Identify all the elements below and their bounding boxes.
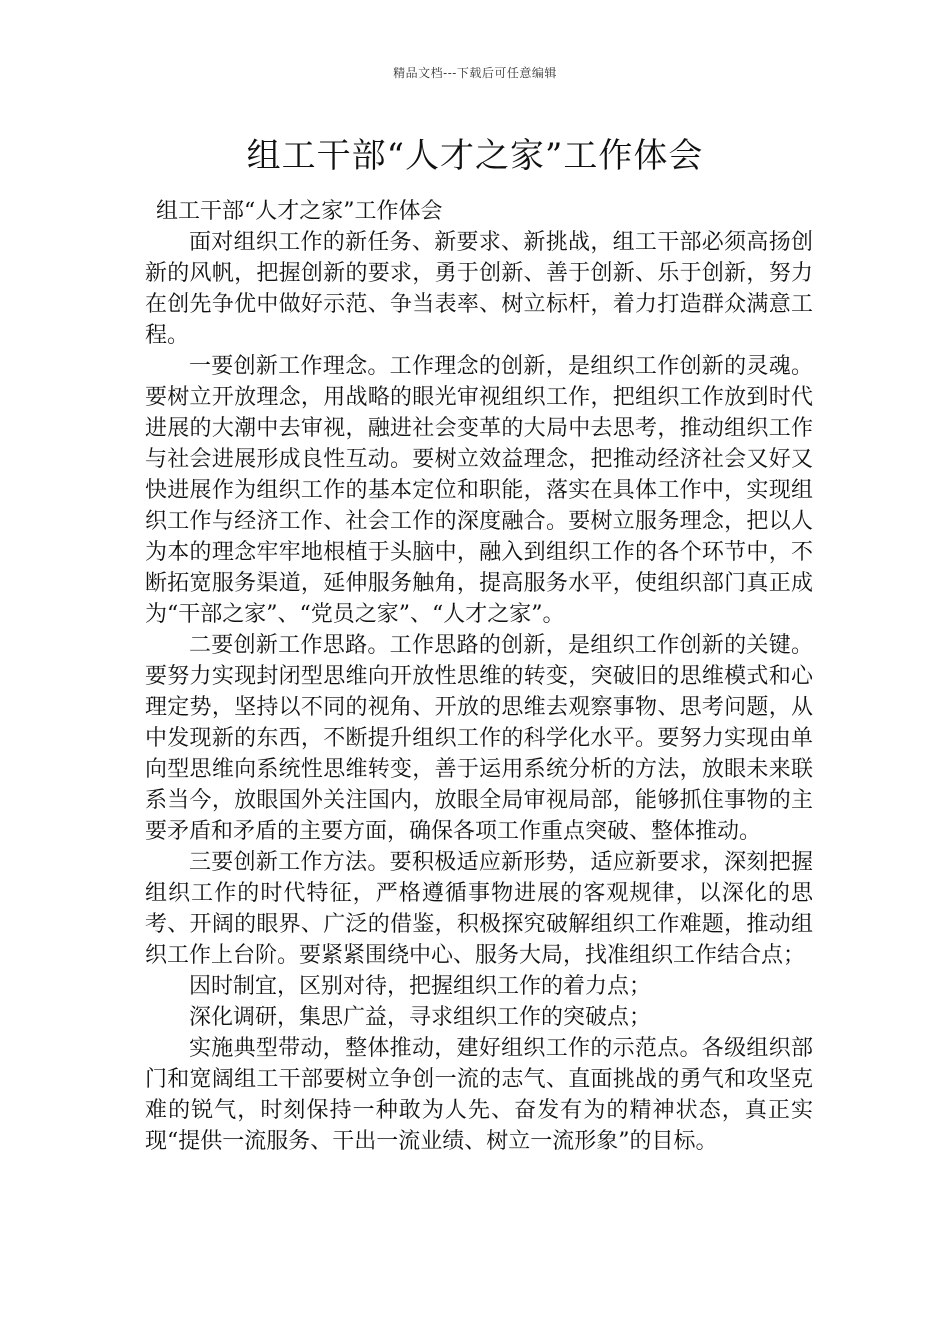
paragraph-demonstration-point: 实施典型带动，整体推动，建好组织工作的示范点。各级组织部门和宽阔组工干部要树立争创一流的志气、直面挑战的勇气和攻坚克难的锐气，时刻保持一种敢为人先、奋发有为的精神状态，真正实现“提供一流服务、干出一流业绩、树立一流形象”的目标。 <box>145 1036 813 1154</box>
document-subtitle: 组工干部“人才之家”工作体会 <box>156 199 443 224</box>
paragraph-work-approach: 二要创新工作思路。工作思路的创新，是组织工作创新的关键。要努力实现封闭型思维向开放性思维的转变，突破旧的思维模式和心理定势，坚持以不同的视角、开放的思维去观察事物、思考问题，从中发现新的东西，不断提升组织工作的科学化水平。要努力实现由单向型思维向系统性思维转变，善于运用系统分析的方法，放眼未来联系当今，放眼国外关注国内，放眼全局审视局部，能够抓住事物的主要矛盾和矛盾的主要方面，确保各项工作重点突破、整体推动。 <box>145 633 813 844</box>
document-title: 组工干部“人才之家”工作体会 <box>246 136 704 176</box>
page-header-note: 精品文档---下载后可任意编辑 <box>393 66 557 80</box>
paragraph-work-method: 三要创新工作方法。要积极适应新形势，适应新要求，深刻把握组织工作的时代特征，严格遵循事物进展的客观规律，以深化的思考、开阔的眼界、广泛的借鉴，积极探究破解组织工作难题，推动组织工作上台阶。要紧紧围绕中心、服务大局，找准组织工作结合点； <box>145 850 813 968</box>
paragraph-work-concept: 一要创新工作理念。工作理念的创新，是组织工作创新的灵魂。要树立开放理念，用战略的眼光审视组织工作，把组织工作放到时代进展的大潮中去审视，融进社会变革的大局中去思考，推动组织工作与社会进展形成良性互动。要树立效益理念，把推动经济社会又好又快进展作为组织工作的基本定位和职能，落实在具体工作中，实现组织工作与经济工作、社会工作的深度融合。要树立服务理念，把以人为本的理念牢牢地根植于头脑中，融入到组织工作的各个环节中，不断拓宽服务渠道，延伸服务触角，提高服务水平，使组织部门真正成为“干部之家”、“党员之家”、“人才之家”。 <box>145 354 813 627</box>
document-body <box>145 196 813 1157</box>
paragraph-focus-point: 因时制宜，区别对待，把握组织工作的着力点； <box>189 974 652 999</box>
paragraph-breakthrough-point: 深化调研，集思广益，寻求组织工作的突破点； <box>189 1005 652 1030</box>
paragraph-intro: 面对组织工作的新任务、新要求、新挑战，组工干部必须高扬创新的风帆，把握创新的要求，勇于创新、善于创新、乐于创新，努力在创先争优中做好示范、争当表率、树立标杆，着力打造群众满意工程。 <box>145 230 813 348</box>
